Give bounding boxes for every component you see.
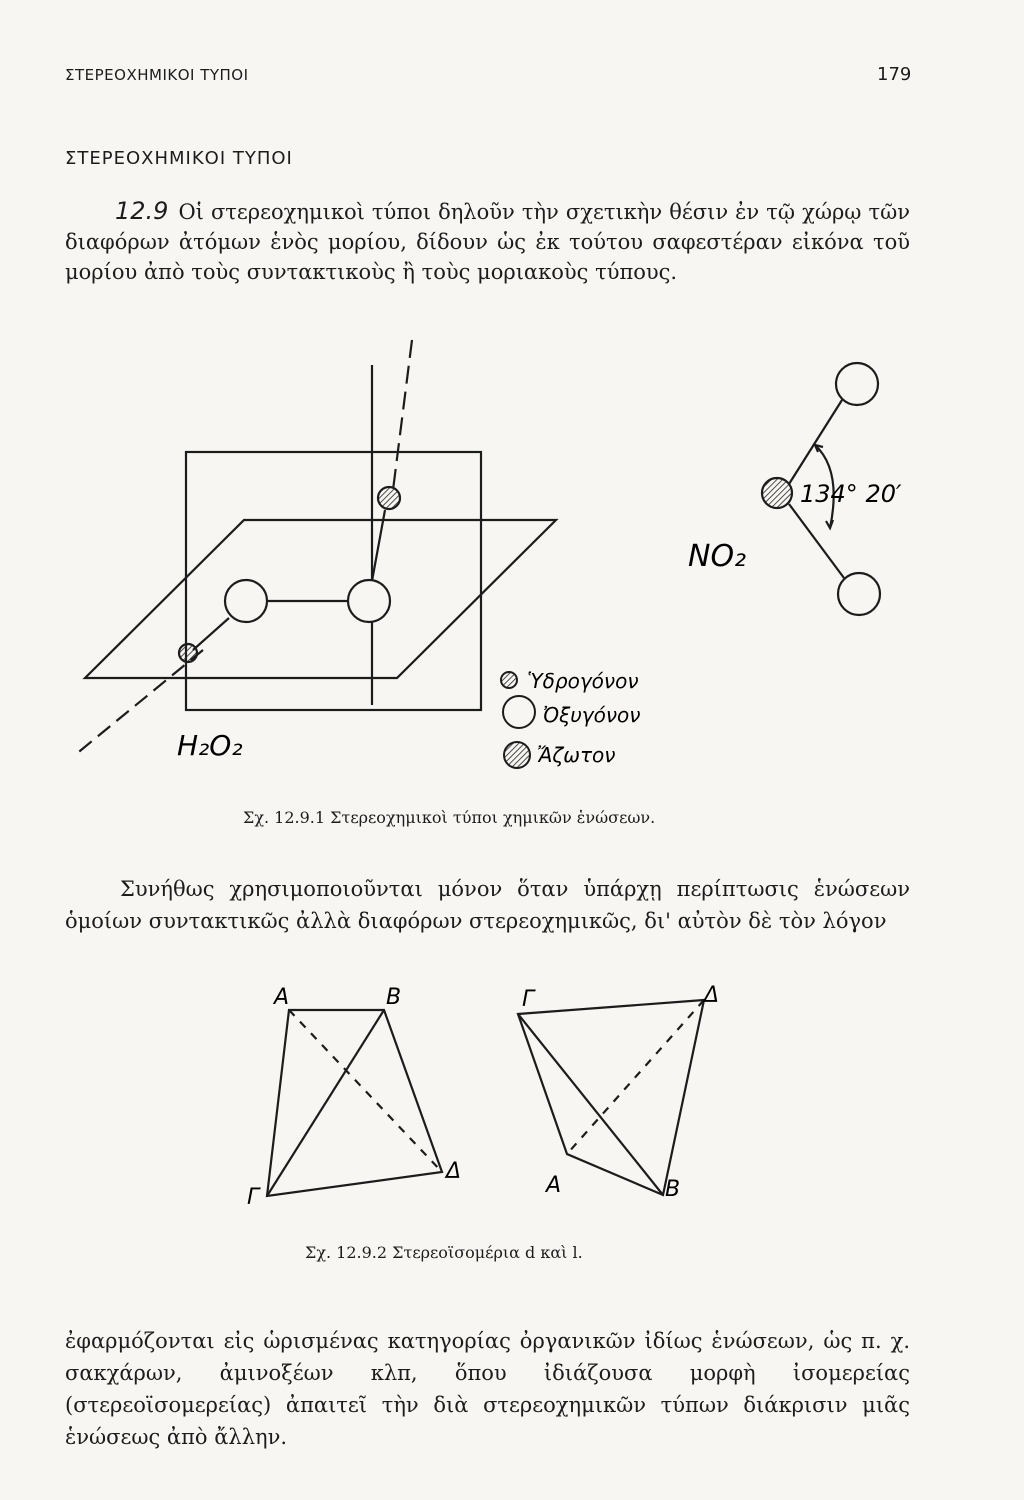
- oxygen-atom: [225, 580, 267, 622]
- section-title: ΣΤΕΡΕΟΧΗΜΙΚΟΙ ΤΥΠΟΙ: [65, 148, 293, 169]
- bond-angle-label: 134° 20′: [800, 480, 902, 508]
- vertical-plane: [186, 452, 481, 710]
- body-paragraph-2: ἐφαρμόζονται εἰς ὡρισμένας κατηγορίας ὀργανικῶν ἰδίως ἑνώσεων, ὡς π. χ. σακχάρων, ἀμινοξέων κλπ, ὅπου ἰδιάζουσα μορφὴ ἰσομερείας (στερεοϊσομερείας) ἀπαιτεῖ τὴν διὰ στερεοχημικῶν τύπων διάκρισιν μιᾶς ἑνώσεως ἀπὸ ἄλλην.: [65, 1329, 910, 1449]
- figure-stereoisomers: [0, 980, 1024, 1220]
- running-header: ΣΤΕΡΕΟΧΗΜΙΚΟΙ ΤΥΠΟΙ: [65, 66, 249, 84]
- legend-hydrogen-swatch: [501, 672, 517, 688]
- vertex-label-g: Γ: [522, 987, 535, 1012]
- intro-text: Οἱ στερεοχημικοὶ τύποι δηλοῦν τὴν σχετικὴν θέσιν ἐν τῷ χώρῳ τῶν διαφόρων ἀτόμων ἑνὸς μορίου, δίδουν ὡς ἐκ τούτου σαφεστέραν εἰκόνα τοῦ μορίου ἀπὸ τοὺς συντακτικοὺς ἢ τοὺς μοριακοὺς τύπους.: [65, 200, 910, 284]
- legend-hydrogen: Ὑδρογόνον: [527, 669, 639, 693]
- horizontal-plane: [85, 520, 556, 678]
- vertex-label-g: Γ: [247, 1185, 260, 1210]
- oxygen-atom: [838, 573, 880, 615]
- figure-stereochemical-models: [0, 320, 1024, 800]
- intro-paragraph: [65, 196, 910, 287]
- right-tetrahedron: [518, 1000, 704, 1195]
- oxygen-atom: [348, 580, 390, 622]
- oxygen-atom: [836, 363, 878, 405]
- hydrogen-atom: [179, 644, 197, 662]
- hydrogen-atom: [378, 487, 400, 509]
- left-tetrahedron: [267, 1010, 442, 1196]
- legend-oxygen-swatch: [503, 696, 535, 728]
- vertex-label-a: A: [546, 1173, 562, 1198]
- section-number: 12.9: [115, 197, 169, 225]
- vertex-label-b: B: [665, 1177, 681, 1202]
- vertex-label-a: A: [274, 985, 290, 1010]
- vertex-label-d: Δ: [704, 983, 720, 1008]
- body-paragraph-1: Συνήθως χρησιμοποιοῦνται μόνον ὅταν ὑπάρχῃ περίπτωσις ἑνώσεων ὁμοίων συντακτικῶς ἀλλὰ διαφόρων στερεοχημικῶς, δι' αὐτὸν δὲ τὸν λόγον: [65, 877, 910, 933]
- vertex-label-b: B: [386, 985, 402, 1010]
- legend-nitrogen-swatch: [504, 742, 530, 768]
- legend-nitrogen: Ἄζωτον: [537, 743, 616, 767]
- figure-2-caption: Σχ. 12.9.2 Στερεοϊσομέρια d καὶ l.: [305, 1243, 583, 1262]
- figure-1-caption: Σχ. 12.9.1 Στερεοχημικοὶ τύποι χημικῶν ἑνώσεων.: [243, 808, 656, 827]
- h2o2-label: H₂O₂: [177, 729, 243, 762]
- nitrogen-atom: [762, 478, 792, 508]
- vertex-label-d: Δ: [446, 1159, 462, 1184]
- page-number: 179: [877, 64, 912, 85]
- legend-oxygen: Ὀξυγόνον: [543, 703, 641, 727]
- no2-label: NO₂: [688, 539, 747, 574]
